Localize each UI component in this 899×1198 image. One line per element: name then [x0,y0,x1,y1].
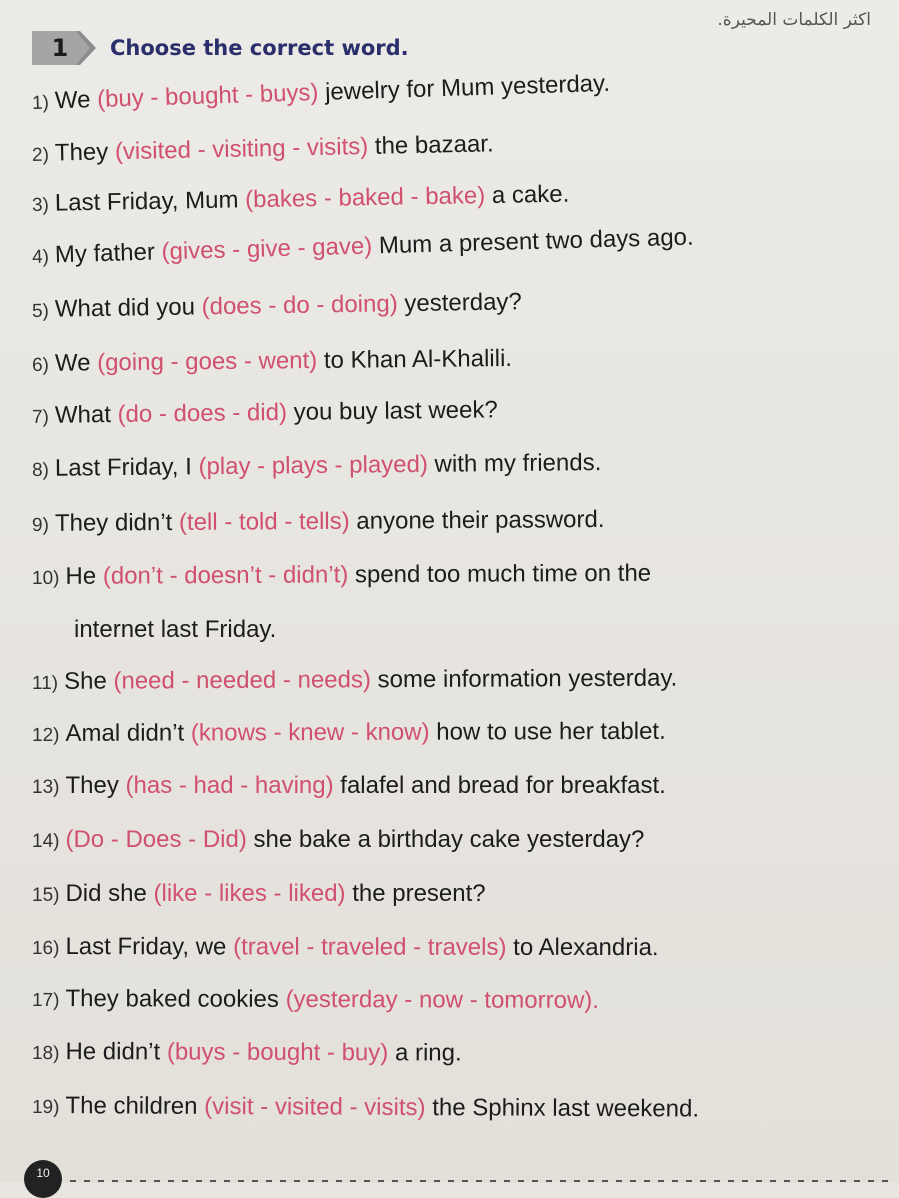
question-text-after: jewelry for Mum yesterday. [318,70,610,106]
question-text-before: My father [55,238,162,268]
question-text-after: the bazaar. [368,130,494,160]
question-item [32,985,599,1015]
question-number: 17) [32,990,60,1011]
question-text-after: spend too much time on the [348,560,651,589]
question-text-after: you buy last week? [287,396,498,426]
question-number: 18) [32,1043,60,1064]
answer-options[interactable]: (like - likes - liked) [154,880,346,907]
question-text-before: What did you [55,293,202,322]
question-text-before: They didn’t [55,509,179,537]
question-number: 16) [32,938,60,959]
question-item [32,1092,699,1123]
answer-options[interactable]: (gives - give - gave) [161,233,372,266]
question-item [32,70,611,116]
question-text-before: Last Friday, we [65,933,233,960]
question-text-before: They [55,138,116,166]
question-item [32,181,570,218]
question-text-before: They [65,772,125,799]
question-text-before: Did she [65,880,153,907]
question-item [32,345,512,378]
answer-options[interactable]: (bakes - baked - bake) [245,182,486,213]
question-number: 6) [32,355,49,376]
answer-options[interactable]: (need - needed - needs) [113,666,371,694]
answer-options[interactable]: (does - do - doing) [201,290,398,320]
question-text-before: He didn’t [65,1038,166,1065]
question-number: 11) [32,673,58,694]
question-item [32,826,644,854]
question-text-after: a cake. [485,181,570,209]
question-item [32,665,677,696]
question-item [32,224,694,270]
question-text-before: Last Friday, Mum [55,186,246,216]
answer-options[interactable]: (going - goes - went) [97,347,317,376]
question-item [32,130,494,168]
answer-options[interactable]: (play - plays - played) [198,451,428,480]
question-text-after: falafel and bread for breakfast. [334,772,666,799]
answer-options[interactable]: (Do - Does - Did) [65,826,246,853]
question-item [32,880,486,908]
answer-options[interactable]: (buys - bought - buy) [167,1038,389,1066]
question-item [32,933,659,962]
answer-options[interactable]: (tell - told - tells) [179,508,350,536]
exercise-title: Choose the correct word. [110,36,409,60]
question-text-before: What [55,401,118,429]
question-item [32,396,498,430]
question-text-after: the Sphinx last weekend. [425,1094,699,1122]
question-text-before: He [65,563,103,590]
question-number: 3) [32,195,49,216]
top-note: اكثر الكلمات المحيرة. [717,10,871,30]
question-number: 13) [32,777,59,798]
question-text-before: We [54,86,97,114]
exercise-number-badge [32,31,96,65]
question-number: 8) [32,460,49,481]
answer-options[interactable]: (do - does - did) [117,399,287,428]
question-number: 10) [32,568,60,589]
question-item [32,288,522,324]
answer-options[interactable]: (yesterday - now - tomorrow). [286,986,599,1014]
question-text-after: with my friends. [428,449,602,478]
question-text-after: yesterday? [398,288,522,317]
question-text-after: how to use her tablet. [430,718,666,746]
question-number: 4) [32,247,49,268]
question-text-before: The children [65,1092,204,1120]
answer-options[interactable]: (knows - knew - know) [191,719,430,747]
page-number: 10 [24,1160,62,1198]
question-item [32,560,651,591]
question-text-after: Mum a present two days ago. [372,224,694,260]
question-text-after: some information yesterday. [371,665,677,694]
question-item [32,1038,462,1067]
question-text-after: the present? [346,880,486,907]
exercise-number: 1 [52,34,69,62]
question-item [32,718,666,748]
question-number: 9) [32,515,49,536]
answer-options[interactable]: (travel - traveled - travels) [233,933,506,960]
question-text-before: Amal didn’t [65,719,190,746]
exercise-header [32,28,409,68]
question-item [32,506,605,538]
question-text-after: a ring. [388,1039,461,1066]
question-number: 19) [32,1097,60,1118]
question-item [32,772,666,800]
question-text-before: She [64,668,114,695]
question-continuation: internet last Friday. [74,616,276,644]
question-text-after: anyone their password. [350,506,605,535]
question-text-before: Last Friday, I [55,453,199,482]
question-number: 5) [32,301,49,322]
bottom-divider [70,1180,890,1182]
question-text-after: to Alexandria. [506,934,658,961]
question-text-before: They baked cookies [65,985,285,1013]
answer-options[interactable]: (don’t - doesn’t - didn’t) [103,561,349,589]
question-number: 14) [32,831,59,852]
answer-options[interactable]: (buy - bought - buys) [97,79,319,113]
question-number: 2) [32,145,49,166]
question-number: 12) [32,725,60,746]
question-text-before: We [55,349,98,376]
answer-options[interactable]: (visited - visiting - visits) [115,133,369,165]
question-text-after: to Khan Al-Khalili. [317,345,512,374]
question-text-after: she bake a birthday cake yesterday? [247,826,645,853]
answer-options[interactable]: (has - had - having) [126,772,334,799]
question-number: 1) [32,92,50,114]
question-item [32,449,602,483]
question-number: 15) [32,885,59,906]
answer-options[interactable]: (visit - visited - visits) [204,1093,425,1121]
question-number: 7) [32,407,49,428]
